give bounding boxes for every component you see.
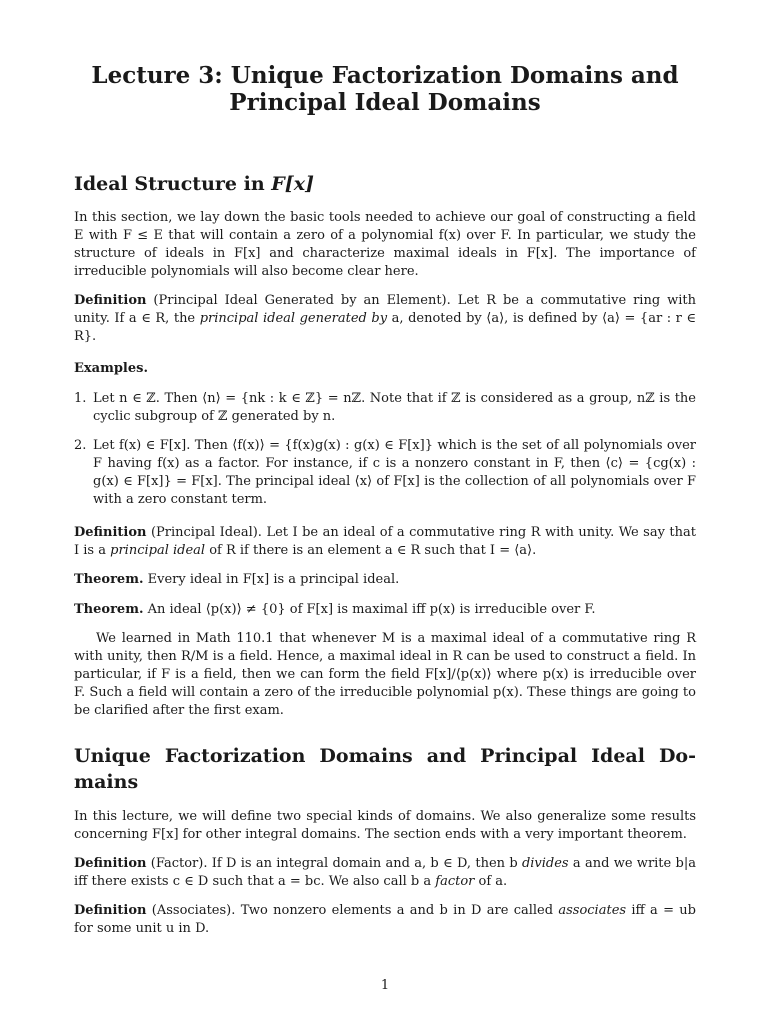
theorem-label: Theorem. [74,572,144,587]
definition-emphasis: principal ideal generated by [199,311,388,326]
definition-text: If D is an integral domain and a, b ∈ D, then b [211,856,522,871]
definition-name: (Factor). [150,856,208,871]
definition-text: of a. [474,874,508,889]
theorem-label: Theorem. [74,602,144,617]
definition-label: Definition [74,293,147,308]
definition-principal-ideal [74,524,696,560]
definition-name: (Principal Ideal Generated by an Element). [153,293,451,308]
section2-intro-paragraph: In this lecture, we will define two special kinds of domains. We also generalize some results concerning F[x] for other integral domains. The section ends with a very important theorem. [74,809,696,842]
remark-paragraph: We learned in Math 110.1 that whenever M is a maximal ideal of a commutative ring R with unity, then R/M is a field. Hence, a maximal ideal in R can be used to construct a field. In particular, if F is a field, then we can form the field F[x]/⟨p(x)⟩ where p(x) is irreducible over F. Such a field will contain a zero of the irreducible polynomial p(x). These things are going to be clarified after the first exam. [74,631,696,718]
theorem-text: An ideal ⟨p(x)⟩ ≠ {0} of F[x] is maximal iff p(x) is irreducible over F. [147,602,596,617]
list-item-text: Let f(x) ∈ F[x]. Then ⟨f(x)⟩ = {f(x)g(x) : g(x) ∈ F[x]} which is the set of all polynomials over F having f(x) as a factor. For instance, if c is a nonzero constant in F, then ⟨c⟩ = {cg(x) : g(x) ∈ F[x]} = F[x]. The principal ideal ⟨x⟩ of F[x] is the collection of all polynomials over F with a zero constant term. [93,438,696,507]
definition-emphasis: factor [435,874,475,889]
definition-text: Let R be a commutative ring with unity. If a ∈ R, the [74,293,696,326]
list-item-text: Let n ∈ ℤ. Then ⟨n⟩ = {nk : k ∈ ℤ} = nℤ. Note that if ℤ is considered as a group, nℤ is the cyclic subgroup of ℤ generated by n. [93,391,696,424]
list-item [74,390,696,426]
section-heading-math: F[x] [271,173,315,195]
definition-factor [74,855,696,891]
definition-label: Definition [74,525,147,540]
theorem-principal-ideals [74,571,696,589]
definition-label: Definition [74,856,147,871]
definition-text: a and we write b|a iff there exists c ∈ D such that a = bc. We also call b a [74,856,696,889]
definition-label: Definition [74,903,147,918]
definition-emphasis: divides [521,856,569,871]
theorem-text: Every ideal in F[x] is a principal ideal. [147,572,400,587]
page-title: Lecture 3: Unique Factorization Domains and Principal Ideal Domains [91,62,679,116]
theorem-maximal-ideal [74,601,696,619]
definition-emphasis: principal ideal [110,543,206,558]
section1-intro-paragraph: In this section, we lay down the basic tools needed to achieve our goal of constructing a field E with F ≤ E that will contain a zero of a polynomial f(x) over F. In particular, we study the structure of ideals in F[x] and characterize maximal ideals in F[x]. The importance of irreducible polynomials will also become clear here. [74,210,696,279]
section-heading-text: Ideal Structure in [74,173,272,195]
section-heading-ufd-pid: Unique Factorization Domains and Principal Ideal Do-mains [74,745,696,793]
definition-emphasis: associates [558,903,627,918]
definition-associates [74,902,696,938]
page-number: 1 [380,978,390,993]
definition-text: Let I be an ideal of a commutative ring R with unity. We say that I is a [74,525,696,558]
definition-principal-ideal-generated [74,292,696,346]
definition-text: a, denoted by ⟨a⟩, is defined by ⟨a⟩ = {ar : r ∈ R}. [74,311,697,344]
definition-name: (Associates). [151,903,236,918]
list-item-number: 1. [74,391,87,406]
list-item [74,437,696,509]
definition-text: of R if there is an element a ∈ R such that I = ⟨a⟩. [205,543,537,558]
list-item-number: 2. [74,438,87,453]
section-heading-ideal-structure [74,171,314,197]
definition-text: iff a = ub for some unit u in D. [74,903,696,936]
definition-name: (Principal Ideal). [150,525,262,540]
definition-text: Two nonzero elements a and b in D are called [240,903,559,918]
examples-label: Examples. [74,361,148,376]
